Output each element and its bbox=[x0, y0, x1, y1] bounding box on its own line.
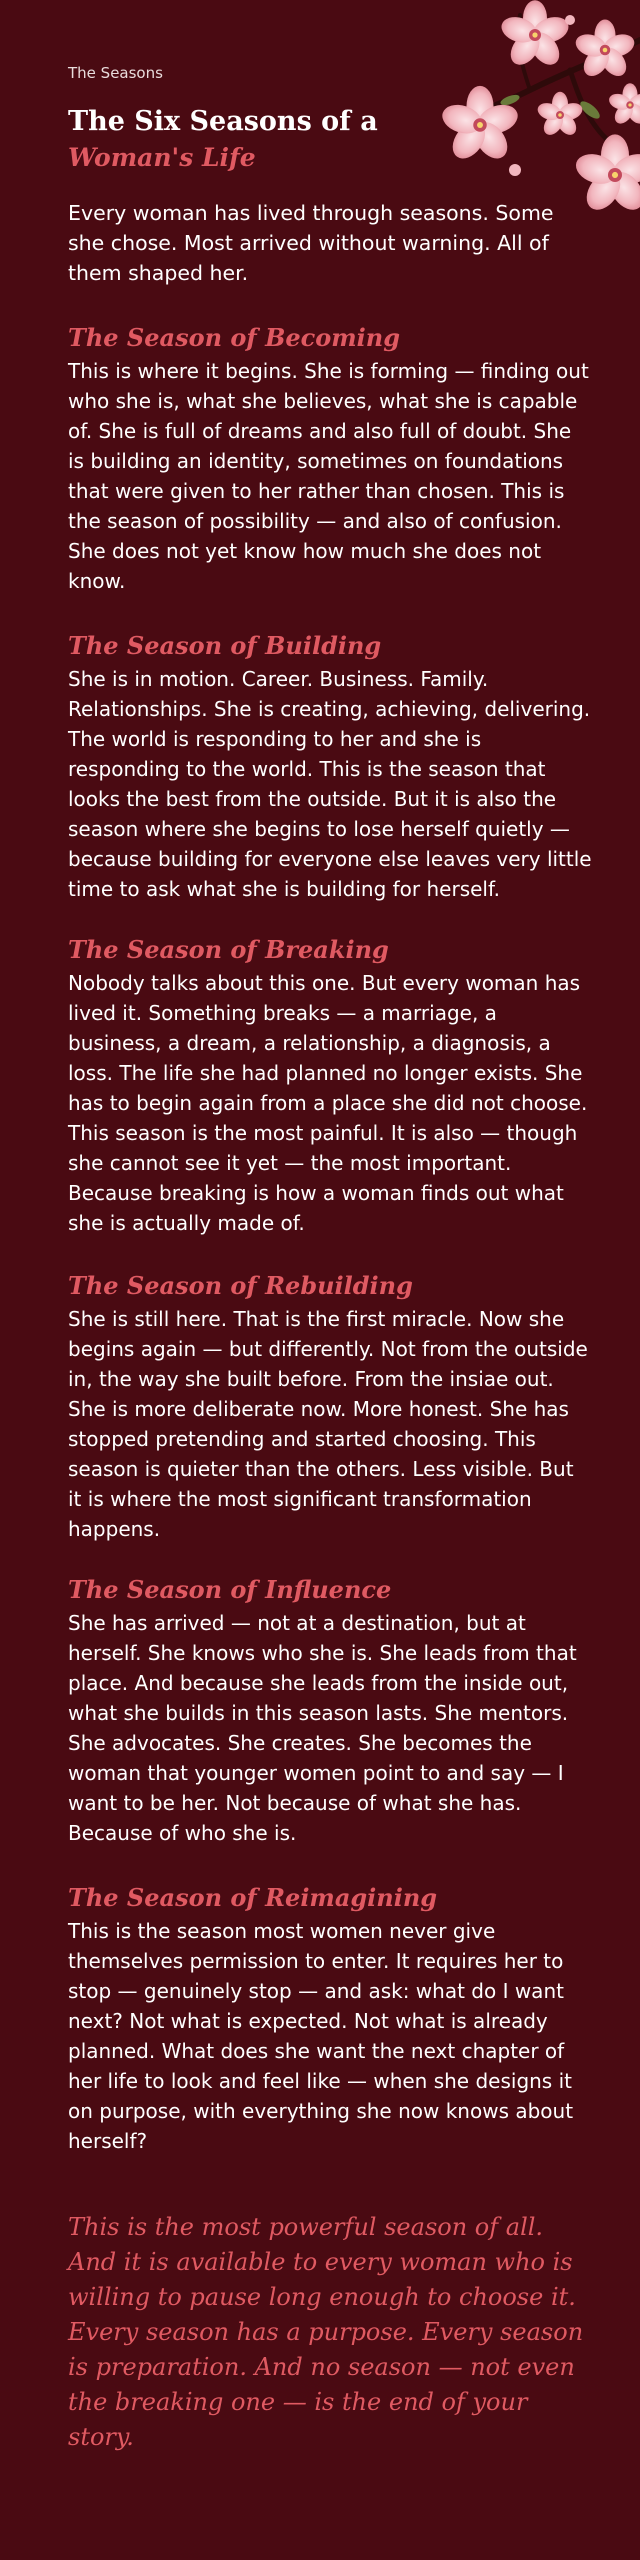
section-heading-influence: The Season of Influence bbox=[68, 1575, 392, 1604]
section-heading-reimagining: The Season of Reimagining bbox=[68, 1883, 438, 1912]
section-rebuilding bbox=[68, 1268, 592, 1544]
closing-quote: This is the most powerful season of all. And it is available to every woman who is willing to pause long enough to choose it. Every season has a purpose. Every season is preparation. And no season — not even the breaking one — is the end of your story. bbox=[68, 2213, 584, 2451]
section-heading-becoming: The Season of Becoming bbox=[68, 323, 401, 352]
page-title-line2: Woman's Life bbox=[68, 143, 256, 172]
section-body-becoming: This is where it begins. She is forming — finding out who she is, what she believes, what she is capable of. She is full of dreams and also full of doubt. She is building an identity, sometimes on foundations that were given to her rather than chosen. This is the season of possibility — and also of confusion. She does not yet know how much she does not know. bbox=[68, 359, 589, 593]
section-building bbox=[68, 628, 592, 904]
section-breaking bbox=[68, 932, 592, 1238]
section-influence bbox=[68, 1572, 592, 1848]
section-heading-breaking: The Season of Breaking bbox=[68, 935, 389, 964]
section-body-influence: She has arrived — not at a destination, but at herself. She knows who she is. She leads from that place. And because she leads from the inside out, what she builds in this season lasts. She mentors. She advocates. She creates. She becomes the woman that younger women point to and say — I want to be her. Not because of what she has. Because of who she is. bbox=[68, 1611, 577, 1845]
section-body-breaking: Nobody talks about this one. But every woman has lived it. Something breaks — a marriage, a business, a dream, a relationship, a diagnosis, a loss. The life she had planned no longer exists. She has to begin again from a place she did not choose. This season is the most painful. It is also — though she cannot see it yet — the most important. Because breaking is how a woman finds out what she is actually made of. bbox=[68, 971, 588, 1235]
cherry-blossom-branch-icon bbox=[420, 0, 640, 230]
section-body-rebuilding: She is still here. That is the first miracle. Now she begins again — but differently. Not from the outside in, the way she built before. From the insiae out. She is more deliberate now. More honest. She has stopped pretending and started choosing. This season is quieter than the others. Less visible. But it is where the most significant transformation happens. bbox=[68, 1307, 588, 1541]
intro-paragraph: Every woman has lived through seasons. Some she chose. Most arrived without warning. All of them shaped her. bbox=[68, 201, 554, 285]
section-body-reimagining: This is the season most women never give themselves permission to enter. It requires her to stop — genuinely stop — and ask: what do I want next? Not what is expected. Not what is already planned. What does she want the next chapter of her life to look and feel like — when she designs it on purpose, with everything she now knows about herself? bbox=[68, 1919, 574, 2153]
section-body-building: She is in motion. Career. Business. Family. Relationships. She is creating, achieving, delivering. The world is responding to her and she is responding to the world. This is the season that looks the best from the outside. But it is also the season where she begins to lose herself quietly — because building for everyone else leaves very little time to ask what she is building for herself. bbox=[68, 667, 592, 901]
page-title bbox=[68, 104, 378, 176]
section-becoming bbox=[68, 320, 592, 596]
section-heading-building: The Season of Building bbox=[68, 631, 382, 660]
section-heading-rebuilding: The Season of Rebuilding bbox=[68, 1271, 413, 1300]
eyebrow-label: The Seasons bbox=[68, 64, 163, 82]
page-title-line1: The Six Seasons of a bbox=[68, 106, 378, 137]
section-reimagining bbox=[68, 1880, 592, 2156]
